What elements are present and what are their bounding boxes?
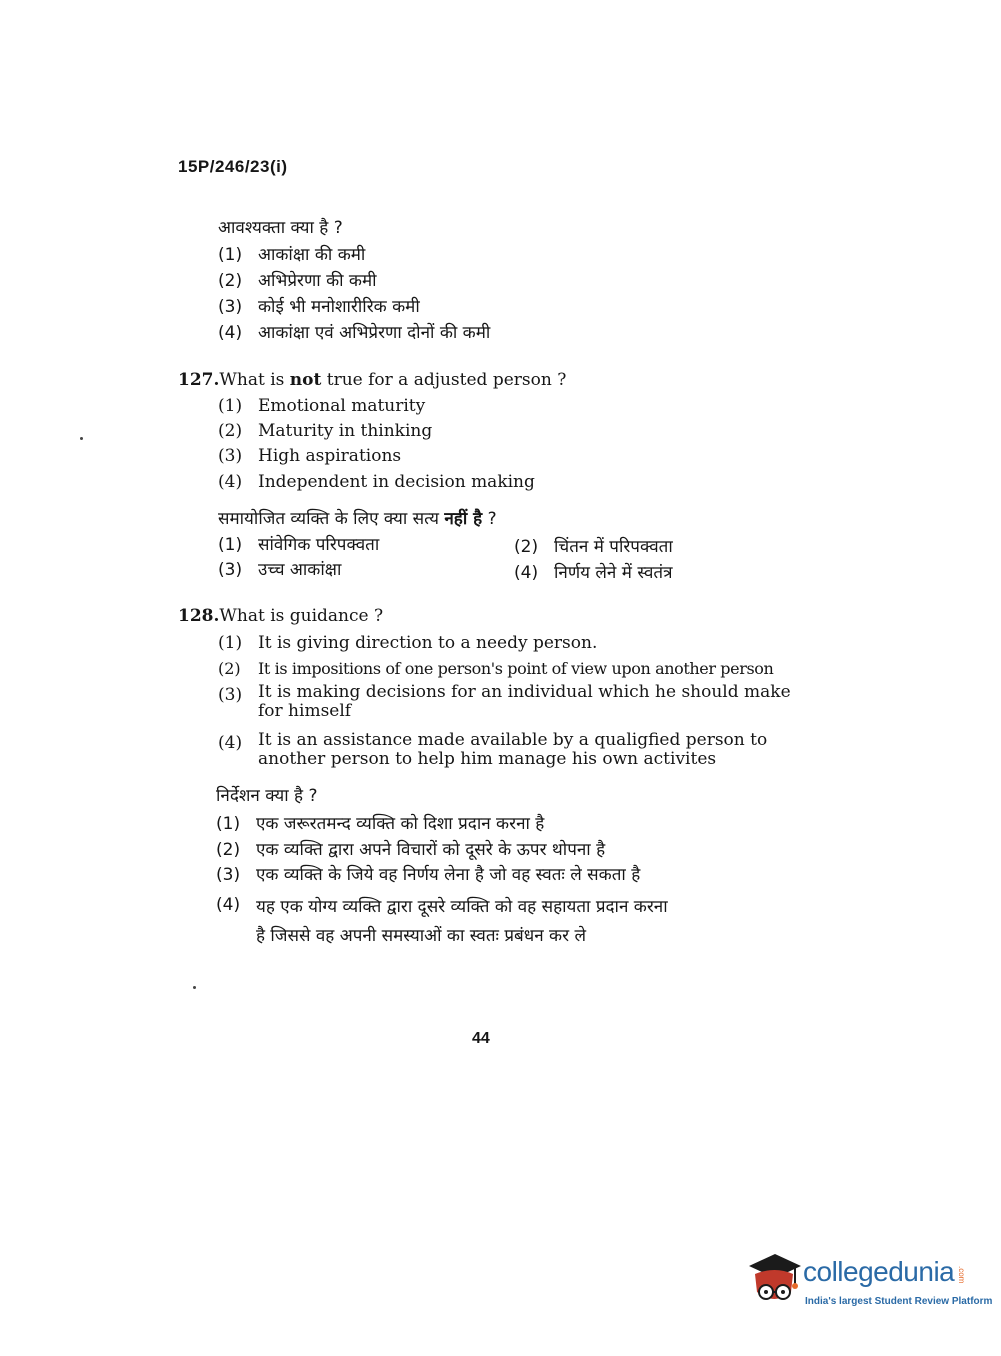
q128-hindi-stem: निर्देशन क्या है ? xyxy=(216,786,318,806)
q128-hindi-option-2: (2) एक व्यक्ति द्वारा अपने विचारों को दूसरे के ऊपर थोपना है xyxy=(216,840,606,860)
q126-option-4: (4) आकांक्षा एवं अभिप्रेरणा दोनों की कमी xyxy=(218,323,491,343)
q128-number: 128. xyxy=(178,606,220,626)
q127-hindi-option-1: (1) सांवेगिक परिपक्वता xyxy=(218,535,380,555)
q128-option-3: (3) It is making decisions for an individual which he should make for himself xyxy=(218,682,791,721)
q128-option-1: (1) It is giving direction to a needy person. xyxy=(218,633,598,653)
q127-option-1: (1) Emotional maturity xyxy=(218,396,426,416)
q128-option-4: (4) It is an assistance made available by a qualigfied person to another person to help him manage his own activites xyxy=(218,730,768,769)
q127-stem: 127.What is not true for a adjusted person ? xyxy=(178,370,567,390)
scan-speck xyxy=(80,437,83,440)
q127-hindi-option-4: (4) निर्णय लेने में स्वतंत्र xyxy=(514,563,673,583)
scan-speck xyxy=(193,986,196,989)
paper-code: 15P/246/23(i) xyxy=(178,157,288,176)
q128-stem: 128.What is guidance ? xyxy=(178,606,384,626)
q126-option-1: (1) आकांक्षा की कमी xyxy=(218,245,366,265)
brand-name: collegedunia xyxy=(803,1256,955,1287)
page-number: 44 xyxy=(472,1030,490,1047)
q126-option-3: (3) कोई भी मनोशारीरिक कमी xyxy=(218,297,420,317)
graduate-mascot-icon xyxy=(745,1252,805,1322)
q127-hindi-option-2: (2) चिंतन में परिपक्वता xyxy=(514,537,673,557)
q127-option-2: (2) Maturity in thinking xyxy=(218,421,433,441)
q127-option-4: (4) Independent in decision making xyxy=(218,472,535,492)
q127-hindi-stem: समायोजित व्यक्ति के लिए क्या सत्य नहीं है ? xyxy=(218,509,497,529)
q127-option-3: (3) High aspirations xyxy=(218,446,402,466)
q126-option-2: (2) अभिप्रेरणा की कमी xyxy=(218,271,377,291)
collegedunia-watermark xyxy=(745,1252,993,1322)
q126-hindi-stem: आवश्यक्ता क्या है ? xyxy=(218,218,343,238)
q128-hindi-option-3: (3) एक व्यक्ति के जिये वह निर्णय लेना है जो वह स्वतः ले सकता है xyxy=(216,865,641,885)
q128-option-2: (2) It is impositions of one person's point of view upon another person xyxy=(218,659,774,678)
q128-hindi-option-4: (4) यह एक योग्य व्यक्ति द्वारा दूसरे व्यक्ति को वह सहायता प्रदान करना है जिससे वह अपनी समस्याओं का स्वतः प्रबंधन कर ले xyxy=(216,895,668,946)
q127-number: 127. xyxy=(178,370,220,390)
q127-hindi-option-3: (3) उच्च आकांक्षा xyxy=(218,560,342,580)
brand-suffix: .com xyxy=(957,1266,966,1284)
q128-hindi-option-1: (1) एक जरूरतमन्द व्यक्ति को दिशा प्रदान करना है xyxy=(216,814,545,834)
brand-tagline: India's largest Student Review Platform xyxy=(805,1296,993,1307)
